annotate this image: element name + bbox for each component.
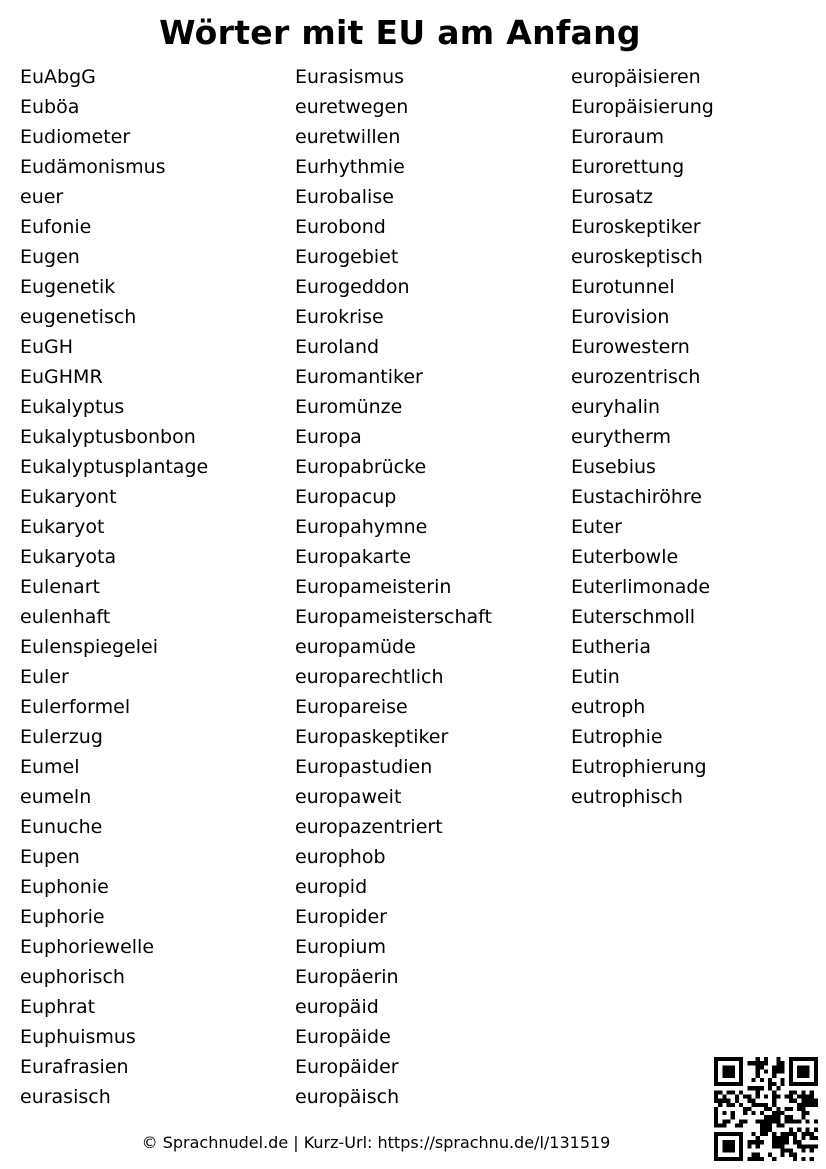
word-item: Eurafrasien xyxy=(20,1056,129,1078)
word-item: eugenetisch xyxy=(20,306,137,328)
word-item: Eunuche xyxy=(20,816,103,838)
word-item: europäisch xyxy=(295,1086,400,1108)
word-item: euphorisch xyxy=(20,966,125,988)
word-item: Eurosatz xyxy=(571,186,654,208)
word-item: Euroraum xyxy=(571,126,665,148)
word-item: Europider xyxy=(295,906,387,928)
word-item: europamüde xyxy=(295,636,416,658)
word-item: eutrophisch xyxy=(571,786,683,808)
word-item: Euphrat xyxy=(20,996,96,1018)
word-item: europid xyxy=(295,876,368,898)
word-item: Eurovision xyxy=(571,306,670,328)
word-item: Eukalyptus xyxy=(20,396,125,418)
word-item: Eukaryota xyxy=(20,546,117,568)
word-item: Euromünze xyxy=(295,396,403,418)
word-item: Europa xyxy=(295,426,362,448)
word-item: Europäerin xyxy=(295,966,399,988)
word-item: Eumel xyxy=(20,756,80,778)
word-item: Euterbowle xyxy=(571,546,679,568)
word-item: Euterlimonade xyxy=(571,576,711,598)
word-item: Eurobalise xyxy=(295,186,394,208)
word-item: Eukalyptusbonbon xyxy=(20,426,196,448)
word-item: euroskeptisch xyxy=(571,246,703,268)
word-item: Europacup xyxy=(295,486,397,508)
word-item: Europahymne xyxy=(295,516,428,538)
word-item: Eurasismus xyxy=(295,66,405,88)
word-item: eurasisch xyxy=(20,1086,111,1108)
word-item: Europameisterin xyxy=(295,576,452,598)
word-item: Eulerformel xyxy=(20,696,131,718)
word-item: Eugen xyxy=(20,246,80,268)
word-item: Eufonie xyxy=(20,216,92,238)
word-item: Eurotunnel xyxy=(571,276,675,298)
word-item: Eukaryot xyxy=(20,516,105,538)
word-item: eutroph xyxy=(571,696,646,718)
word-item: Eutrophie xyxy=(571,726,663,748)
word-item: Eulenart xyxy=(20,576,100,598)
word-item: Eusebius xyxy=(571,456,656,478)
word-item: Euphonie xyxy=(20,876,109,898)
word-item: eumeln xyxy=(20,786,92,808)
word-item: Eudiometer xyxy=(20,126,131,148)
word-item: eulenhaft xyxy=(20,606,111,628)
word-item: europhob xyxy=(295,846,386,868)
word-item: Eutrophierung xyxy=(571,756,707,778)
word-item: eurozentrisch xyxy=(571,366,701,388)
word-item: Euterschmoll xyxy=(571,606,696,628)
page-title: Wörter mit EU am Anfang xyxy=(159,13,641,52)
word-item: Eulerzug xyxy=(20,726,103,748)
word-item: eurytherm xyxy=(571,426,671,448)
word-item: Eukaryont xyxy=(20,486,117,508)
word-item: Europium xyxy=(295,936,386,958)
word-item: EuAbgG xyxy=(20,66,96,88)
word-item: Europastudien xyxy=(295,756,433,778)
word-item: Eutheria xyxy=(571,636,651,658)
word-item: Eurogebiet xyxy=(295,246,399,268)
word-item: Eudämonismus xyxy=(20,156,166,178)
word-item: Europameisterschaft xyxy=(295,606,492,628)
word-item: euretwegen xyxy=(295,96,409,118)
word-item: Europäisierung xyxy=(571,96,714,118)
word-item: Euphorie xyxy=(20,906,105,928)
word-item: Euroland xyxy=(295,336,380,358)
word-item: Europakarte xyxy=(295,546,412,568)
qr-code-icon xyxy=(714,1057,818,1161)
word-item: Eurobond xyxy=(295,216,386,238)
word-column-3 xyxy=(571,62,714,812)
footer-credit: © Sprachnudel.de | Kurz-Url: https://sprachnu.de/l/131519 xyxy=(141,1133,611,1152)
word-item: Eustachiröhre xyxy=(571,486,702,508)
word-item: Euroskeptiker xyxy=(571,216,701,238)
word-item: Eugenetik xyxy=(20,276,116,298)
word-item: Euler xyxy=(20,666,69,688)
word-item: Eutin xyxy=(571,666,620,688)
word-column-2 xyxy=(295,62,492,1112)
word-column-1 xyxy=(20,62,208,1112)
word-item: Eurokrise xyxy=(295,306,384,328)
word-item: Eurogeddon xyxy=(295,276,410,298)
word-item: Europaskeptiker xyxy=(295,726,449,748)
word-item: euryhalin xyxy=(571,396,661,418)
word-item: europazentriert xyxy=(295,816,443,838)
word-item: Eurowestern xyxy=(571,336,690,358)
word-item: europaweit xyxy=(295,786,402,808)
word-item: Europäider xyxy=(295,1056,399,1078)
word-item: Euphuismus xyxy=(20,1026,136,1048)
word-item: Eupen xyxy=(20,846,80,868)
word-item: Eulenspiegelei xyxy=(20,636,158,658)
word-item: euretwillen xyxy=(295,126,401,148)
word-item: europäisieren xyxy=(571,66,701,88)
word-item: Euböa xyxy=(20,96,80,118)
word-item: Europareise xyxy=(295,696,408,718)
word-item: Euphoriewelle xyxy=(20,936,155,958)
word-item: Europabrücke xyxy=(295,456,427,478)
word-item: euer xyxy=(20,186,64,208)
word-item: EuGH xyxy=(20,336,74,358)
word-item: europäid xyxy=(295,996,379,1018)
word-item: Europäide xyxy=(295,1026,391,1048)
word-item: Eurhythmie xyxy=(295,156,405,178)
word-item: Euromantiker xyxy=(295,366,423,388)
word-item: EuGHMR xyxy=(20,366,103,388)
word-item: europarechtlich xyxy=(295,666,444,688)
word-item: Eukalyptusplantage xyxy=(20,456,209,478)
word-item: Euter xyxy=(571,516,622,538)
word-item: Eurorettung xyxy=(571,156,685,178)
